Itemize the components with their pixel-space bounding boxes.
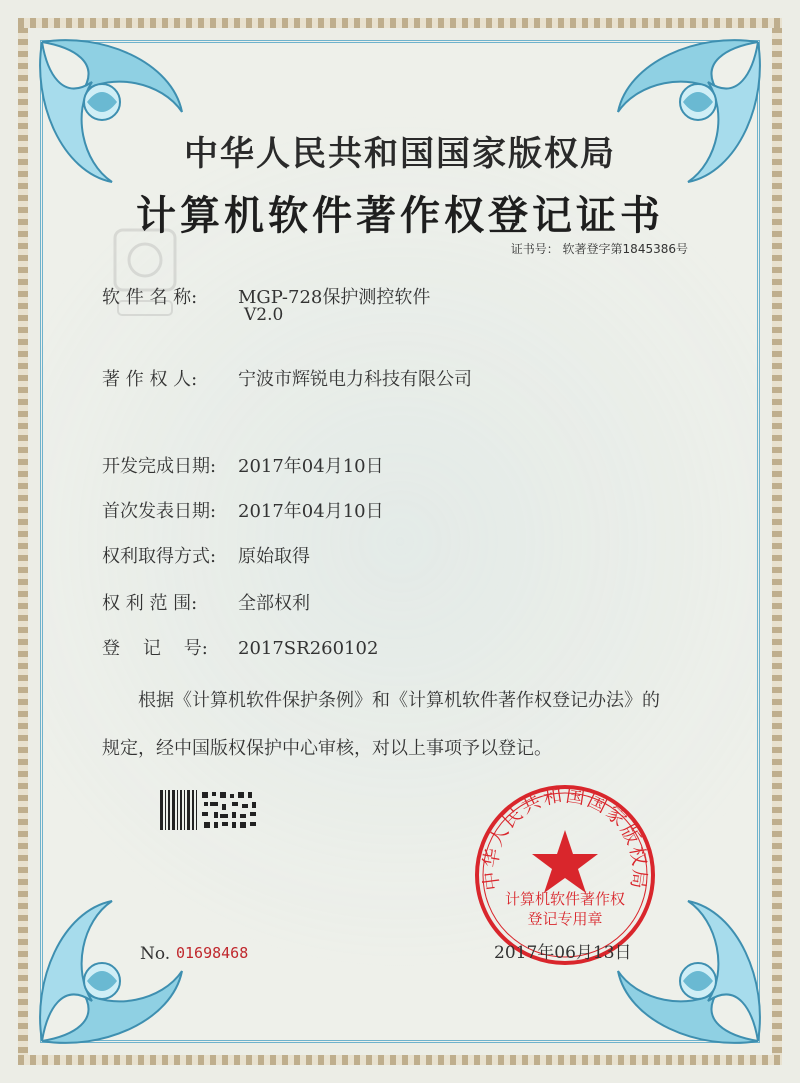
field-value: 全部权利 xyxy=(238,593,310,614)
field-label: 软 件 名 称: xyxy=(102,287,198,308)
certificate-number: 证书号： 软著登字第1845386号 xyxy=(510,242,688,256)
star-icon xyxy=(532,830,598,893)
barcode-icon xyxy=(160,790,270,830)
serial-number: 01698468 xyxy=(176,944,249,962)
field-label: 权 利 范 围: xyxy=(102,593,198,614)
field-label: 登 记 号: xyxy=(102,638,208,659)
field-value: 2017SR260102 xyxy=(238,638,379,659)
field-registration-number xyxy=(102,634,378,660)
seal-ring-text: 中华人民共和国国家版权局 xyxy=(479,784,651,892)
field-value: 宁波市辉锐电力科技有限公司 xyxy=(238,369,472,390)
field-acquisition-method xyxy=(102,542,310,568)
field-label: 权利取得方式: xyxy=(102,546,217,567)
field-label: 开发完成日期: xyxy=(102,456,217,477)
field-value: MGP-728保护测控软件 xyxy=(238,287,431,308)
statement-line-1: 根据《计算机软件保护条例》和《计算机软件著作权登记办法》的 xyxy=(138,690,660,711)
field-rights-scope xyxy=(102,589,310,615)
certificate-title: 计算机软件著作权登记证书 xyxy=(136,193,664,239)
issuer-title: 中华人民共和国国家版权局 xyxy=(184,134,616,174)
field-value: 原始取得 xyxy=(238,546,310,567)
issue-date: 2017年06月13日 xyxy=(494,943,632,963)
field-label: 首次发表日期: xyxy=(102,501,217,522)
field-first-publish-date xyxy=(102,497,384,523)
seal-line-2: 登记专用章 xyxy=(527,910,603,928)
field-value: 2017年04月10日 xyxy=(238,456,384,477)
corner-ornament-bottom-left xyxy=(22,891,222,1061)
field-label: 著 作 权 人: xyxy=(102,369,198,390)
field-value: 2017年04月10日 xyxy=(238,501,384,522)
seal-line-1: 计算机软件著作权 xyxy=(504,890,625,908)
field-copyright-owner xyxy=(102,365,472,391)
serial-label: No. xyxy=(140,944,171,964)
field-completion-date xyxy=(102,452,384,478)
statement-line-2: 规定，经中国版权保护中心审核，对以上事项予以登记。 xyxy=(102,738,552,759)
software-version: V2.0 xyxy=(244,305,284,325)
